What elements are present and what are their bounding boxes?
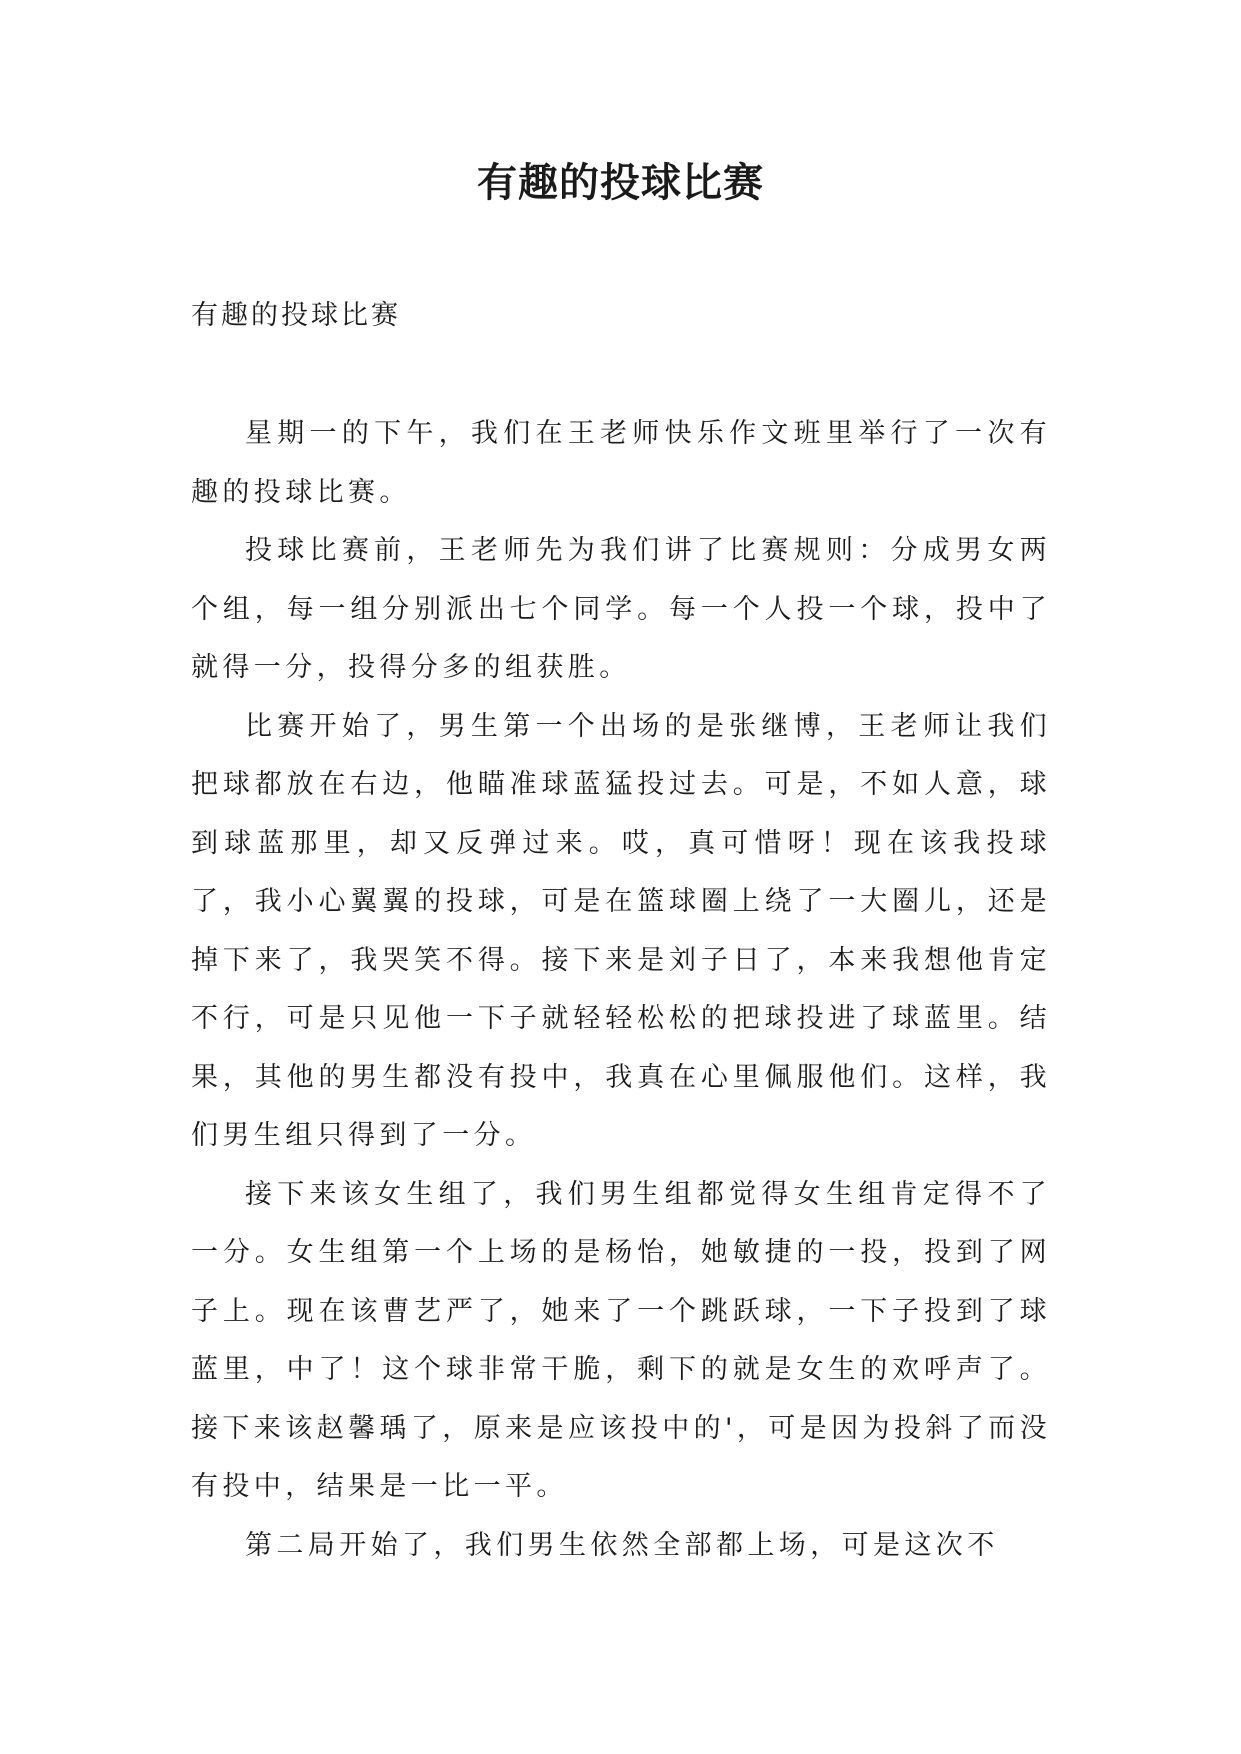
document-subtitle: 有趣的投球比赛 bbox=[191, 300, 401, 331]
paragraph: 接下来该女生组了，我们男生组都觉得女生组肯定得不了一分。女生组第一个上场的是杨怡，她敏捷的一投，投到了网子上。现在该曹艺严了，她来了一个跳跃球，一下子投到了球蓝里，中了！这个球非常干脆，剩下的就是女生的欢呼声了。接下来该赵馨瑀了，原来是应该投中的'，可是因为投斜了而没有投中，结果是一比一平。 bbox=[191, 1178, 1051, 1502]
paragraph: 第二局开始了，我们男生依然全部都上场，可是这次不 bbox=[245, 1529, 999, 1561]
paragraph: 比赛开始了，男生第一个出场的是张继博，王老师让我们把球都放在右边，他瞄准球蓝猛投过去。可是，不如人意，球到球蓝那里，却又反弹过来。哎，真可惜呀！现在该我投球了，我小心翼翼的投球，可是在篮球圈上绕了一大圈儿，还是掉下来了，我哭笑不得。接下来是刘子日了，本来我想他肯定不行，可是只见他一下子就轻轻松松的把球投进了球蓝里。结果，其他的男生都没有投中，我真在心里佩服他们。这样，我们男生组只得到了一分。 bbox=[191, 710, 1051, 1151]
paragraph: 星期一的下午，我们在王老师快乐作文班里举行了一次有趣的投球比赛。 bbox=[191, 418, 1051, 508]
document-body bbox=[191, 405, 1051, 1575]
paragraph: 投球比赛前，王老师先为我们讲了比赛规则：分成男女两个组，每一组分别派出七个同学。每一个人投一个球，投中了就得一分，投得分多的组获胜。 bbox=[191, 535, 1051, 683]
document-title: 有趣的投球比赛 bbox=[477, 159, 764, 206]
